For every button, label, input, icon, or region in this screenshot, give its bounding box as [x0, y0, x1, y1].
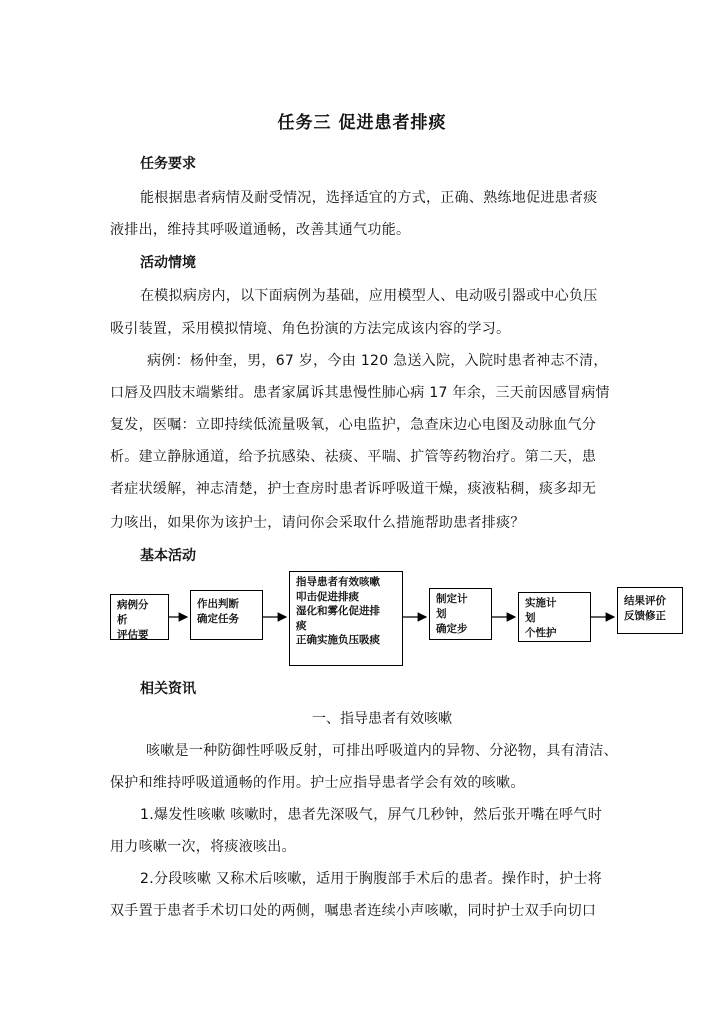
- paragraph-line: 咳嗽是一种防御性呼吸反射，可排出呼吸道内的异物、分泌物，具有清洁、: [146, 743, 618, 759]
- paragraph-line: 病例：杨仲奎，男，67 岁，今由 120 急送入院，入院时患者神志不清，: [147, 353, 608, 369]
- paragraph-line: 双手置于患者手术切口处的两侧，嘱患者连续小声咳嗽，同时护士双手向切口: [110, 903, 597, 919]
- flow-box-implementation: 实施计 划 个性护: [518, 592, 591, 642]
- paragraph-line: 用力咳嗽一次，将痰液咳出。: [110, 839, 296, 855]
- section-heading-info: 相关资讯: [140, 681, 196, 697]
- paragraph-line: 2.分段咳嗽 又称术后咳嗽，适用于胸腹部手术后的患者。操作时，护士将: [140, 871, 603, 887]
- flow-box-evaluation: 结果评价 反馈修正: [617, 587, 683, 634]
- flow-box-judgement: 作出判断 确定任务: [190, 590, 263, 640]
- paragraph-line: 者症状缓解，神志清楚，护士查房时患者诉呼吸道干燥，痰液粘稠，痰多却无: [110, 481, 597, 497]
- paragraph-line: 口唇及四肢末端紫绀。患者家属诉其患慢性肺心病 17 年余，三天前因感冒病情: [110, 385, 610, 401]
- section-heading-situation: 活动情境: [140, 255, 196, 271]
- paragraph-line: 析。建立静脉通道，给予抗感染、祛痰、平喘、扩管等药物治疗。第二天，患: [110, 449, 597, 465]
- flow-box-planning: 制定计 划 确定步: [429, 588, 492, 640]
- flow-box-interventions: 指导患者有效咳嗽 叩击促进排痰 湿化和雾化促进排 痰 正确实施负压吸痰: [289, 571, 403, 666]
- paragraph-line: 1.爆发性咳嗽 咳嗽时，患者先深吸气，屏气几秒钟，然后张开嘴在呼气时: [140, 807, 603, 823]
- section-heading-basic: 基本活动: [140, 548, 196, 564]
- page-title: 任务三 促进患者排痰: [277, 113, 447, 133]
- paragraph-line: 液排出，维持其呼吸道通畅，改善其通气功能。: [110, 222, 411, 238]
- paragraph-line: 能根据患者病情及耐受情况，选择适宜的方式，正确、熟练地促进患者痰: [140, 190, 598, 206]
- paragraph-line: 吸引装置，采用模拟情境、角色扮演的方法完成该内容的学习。: [110, 321, 511, 337]
- paragraph-line: 复发，医嘱：立即持续低流量吸氧，心电监护，急查床边心电图及动脉血气分: [110, 417, 597, 433]
- section-subtitle: 一、指导患者有效咳嗽: [312, 711, 452, 727]
- paragraph-line: 在模拟病房内，以下面病例为基础，应用模型人、电动吸引器或中心负压: [140, 288, 598, 304]
- paragraph-line: 保护和维持呼吸道通畅的作用。护士应指导患者学会有效的咳嗽。: [110, 775, 525, 791]
- flow-box-case-analysis: 病例分 析 评估要: [110, 594, 169, 640]
- paragraph-line: 力咳出，如果你为该护士，请问你会采取什么措施帮助患者排痰？: [110, 515, 525, 531]
- section-heading-requirement: 任务要求: [140, 156, 196, 172]
